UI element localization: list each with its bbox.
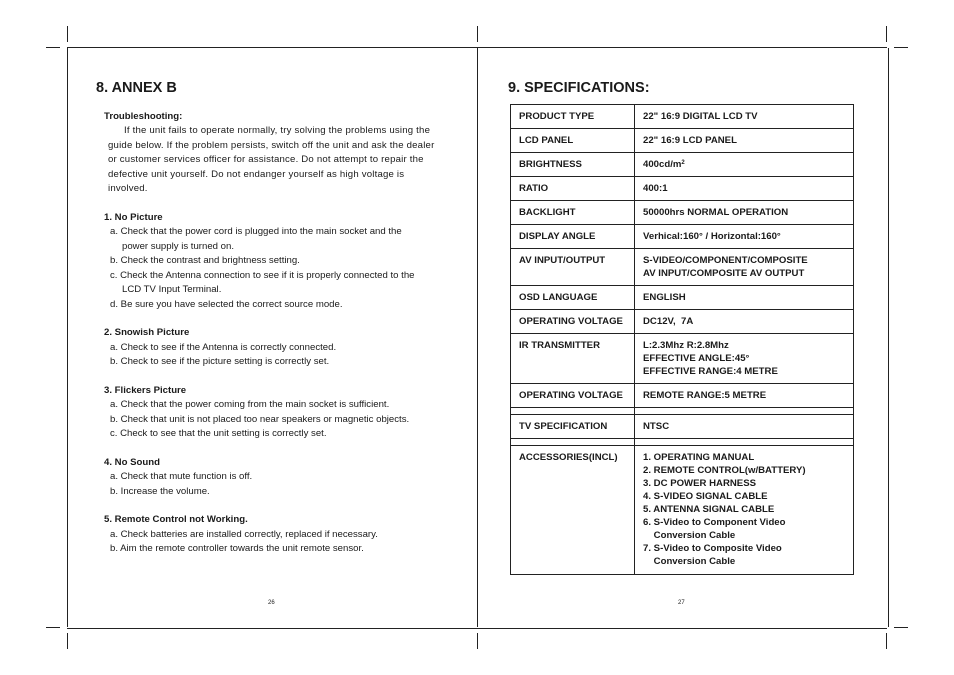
spec-value-line: [643, 542, 849, 555]
spec-value-line: [643, 529, 849, 542]
section-item: a. Check that the power coming from the main socket is sufficient.: [110, 399, 390, 410]
crop-mark: [67, 633, 68, 649]
spec-value-line: [643, 291, 849, 304]
spec-value-line: [643, 503, 849, 516]
spec-value: [635, 129, 854, 153]
spec-value: [635, 334, 854, 384]
spec-label: TV SPECIFICATION: [511, 415, 635, 439]
spec-value-text: 22" 16:9 DIGITAL LCD TV: [643, 111, 758, 122]
spec-label: LCD PANEL: [511, 129, 635, 153]
section-title: 1. No Picture: [104, 211, 163, 223]
section-item: b. Increase the volume.: [110, 485, 210, 497]
section-title: 2. Snowish Picture: [104, 327, 190, 338]
spec-value: [635, 249, 854, 286]
crop-mark: [477, 26, 478, 42]
spec-row: [511, 310, 854, 334]
spec-row: [511, 249, 854, 286]
troubleshooting-sections: [104, 211, 454, 557]
spec-value: [635, 201, 854, 225]
spec-value-line: [643, 206, 849, 219]
spec-value-line: [643, 555, 849, 568]
spacer-row: [511, 439, 854, 446]
crop-mark: [67, 26, 68, 42]
spec-label: AV INPUT/OUTPUT: [511, 249, 635, 286]
spec-row: [511, 177, 854, 201]
crop-mark: [886, 26, 887, 42]
spec-row: [511, 286, 854, 310]
troubleshooting-section: [104, 456, 454, 500]
spec-value-text: 400:1: [643, 183, 668, 194]
spec-label: PRODUCT TYPE: [511, 105, 635, 129]
spec-value-text: EFFECTIVE ANGLE:45°: [643, 353, 750, 364]
spec-value-line: [643, 451, 849, 464]
spec-value-text: Conversion Cable: [643, 556, 736, 567]
intro-line: guide below. If the problem persists, switch off the unit and ask the dealer: [108, 139, 435, 151]
spec-value-text: Verhical:160° / Horizontal:160°: [643, 231, 781, 242]
spec-value-line: [643, 158, 849, 171]
spec-value-line: [643, 464, 849, 477]
intro-line: or customer services officer for assistance. Do not attempt to repair the: [108, 154, 424, 165]
spec-value-line: [643, 389, 849, 402]
section-item: b. Check the contrast and brightness setting.: [110, 255, 300, 266]
spec-value: [635, 225, 854, 249]
section-item: b. Check that unit is not placed too near speakers or magnetic objects.: [110, 413, 410, 425]
page-number-right: 27: [678, 600, 685, 606]
section-item: a. Check batteries are installed correctly, replaced if necessary.: [110, 528, 378, 540]
intro-line: involved.: [108, 183, 148, 194]
spec-label: BACKLIGHT: [511, 201, 635, 225]
spec-value-line: [643, 477, 849, 490]
spec-value-line: [643, 315, 849, 328]
section-title: 5. Remote Control not Working.: [104, 514, 248, 525]
crop-mark: [894, 627, 908, 628]
spec-value-text: 2. REMOTE CONTROL(w/BATTERY): [643, 465, 806, 476]
section-item: a. Check to see if the Antenna is correctly connected.: [110, 341, 337, 353]
spec-value-text: S-VIDEO/COMPONENT/COMPOSITE: [643, 255, 808, 266]
spec-value: [635, 177, 854, 201]
spec-value-text: 1. OPERATING MANUAL: [643, 452, 755, 463]
specifications-heading: 9. SPECIFICATIONS:: [508, 80, 650, 96]
spec-value-line: [643, 516, 849, 529]
spec-row: [511, 201, 854, 225]
troubleshooting-title: Troubleshooting:: [104, 111, 183, 122]
spec-row: [511, 105, 854, 129]
spec-value-text: Conversion Cable: [643, 530, 736, 541]
spacer-row: [511, 408, 854, 415]
spec-value-text: AV INPUT/COMPOSITE AV OUTPUT: [643, 268, 805, 279]
spec-value: [635, 153, 854, 177]
spec-value-line: [643, 254, 849, 267]
spec-value-text: 4. S-VIDEO SIGNAL CABLE: [643, 491, 768, 502]
spec-value-line: [643, 110, 849, 123]
spec-label: IR TRANSMITTER: [511, 334, 635, 384]
section-item: a. Check that mute function is off.: [110, 471, 253, 482]
intro-line: If the unit fails to operate normally, try solving the problems using the: [124, 125, 431, 136]
spec-value-text: 50000hrs NORMAL OPERATION: [643, 207, 789, 218]
spec-label: OPERATING VOLTAGE: [511, 384, 635, 408]
spec-value-line: [643, 339, 849, 352]
section-item: LCD TV Input Terminal.: [122, 284, 222, 295]
spec-value-text: DC12V, 7A: [643, 316, 694, 327]
spec-label: DISPLAY ANGLE: [511, 225, 635, 249]
spec-label: OPERATING VOLTAGE: [511, 310, 635, 334]
crop-mark: [477, 633, 478, 649]
spec-row: [511, 225, 854, 249]
section-item: power supply is turned on.: [122, 240, 234, 252]
spec-value: [635, 105, 854, 129]
page-number-left: 26: [268, 600, 275, 606]
section-item: b. Aim the remote controller towards the unit remote sensor.: [110, 543, 364, 554]
troubleshooting-section: [104, 211, 454, 313]
spec-value-line: [643, 420, 849, 433]
spec-value-line: [643, 490, 849, 503]
spec-value: [635, 384, 854, 408]
spec-value: [635, 415, 854, 439]
section-item: a. Check that the power cord is plugged into the main socket and the: [110, 226, 402, 237]
spec-value-text: REMOTE RANGE:5 METRE: [643, 390, 767, 401]
spec-value-text: ENGLISH: [643, 292, 686, 303]
spec-value-text: 400cd/m: [643, 159, 682, 170]
spec-row: [511, 129, 854, 153]
superscript: 2: [681, 160, 685, 166]
crop-mark: [894, 47, 908, 48]
spec-value: [635, 310, 854, 334]
section-item: c. Check to see that the unit setting is correctly set.: [110, 428, 327, 439]
intro-line: defective unit yourself. Do not endanger yourself as high voltage is: [108, 168, 405, 180]
spec-value-text: L:2.3Mhz R:2.8Mhz: [643, 340, 729, 351]
spec-row: [511, 384, 854, 408]
spec-label: ACCESSORIES(INCL): [511, 446, 635, 575]
spec-value: [635, 286, 854, 310]
spec-label: OSD LANGUAGE: [511, 286, 635, 310]
spec-row: [511, 334, 854, 384]
troubleshooting-section: [104, 384, 454, 442]
spec-value-text: NTSC: [643, 421, 670, 432]
section-title: 3. Flickers Picture: [104, 384, 187, 396]
section-item: c. Check the Antenna connection to see if it is properly connected to the: [110, 269, 415, 281]
crop-mark: [46, 47, 60, 48]
annex-heading: 8. ANNEX B: [96, 80, 177, 96]
spec-value-text: 22" 16:9 LCD PANEL: [643, 135, 737, 146]
spec-row: [511, 446, 854, 575]
crop-mark: [46, 627, 60, 628]
spec-row: [511, 415, 854, 439]
spec-value-line: [643, 352, 849, 365]
troubleshooting-section: [104, 326, 454, 370]
troubleshooting-block: [104, 111, 454, 557]
intro-paragraph: [104, 124, 454, 197]
spec-label: BRIGHTNESS: [511, 153, 635, 177]
spec-value-line: [643, 267, 849, 280]
section-item: b. Check to see if the picture setting is correctly set.: [110, 356, 330, 367]
spec-row: [511, 153, 854, 177]
crop-mark: [886, 633, 887, 649]
spec-label: RATIO: [511, 177, 635, 201]
troubleshooting-section: [104, 513, 454, 557]
spec-value-text: 6. S-Video to Component Video: [643, 517, 786, 528]
spec-value-text: 7. S-Video to Composite Video: [643, 543, 782, 554]
section-title: 4. No Sound: [104, 456, 160, 468]
spec-value-text: 3. DC POWER HARNESS: [643, 478, 757, 489]
spec-value-text: EFFECTIVE RANGE:4 METRE: [643, 366, 778, 377]
spec-value-line: [643, 365, 849, 378]
specifications-table: [510, 104, 854, 575]
spec-value-line: [643, 230, 849, 243]
spec-value-line: [643, 182, 849, 195]
section-item: d. Be sure you have selected the correct source mode.: [110, 298, 343, 310]
spec-value: [635, 446, 854, 575]
spec-value-text: 5. ANTENNA SIGNAL CABLE: [643, 504, 775, 515]
spec-value-line: [643, 134, 849, 147]
